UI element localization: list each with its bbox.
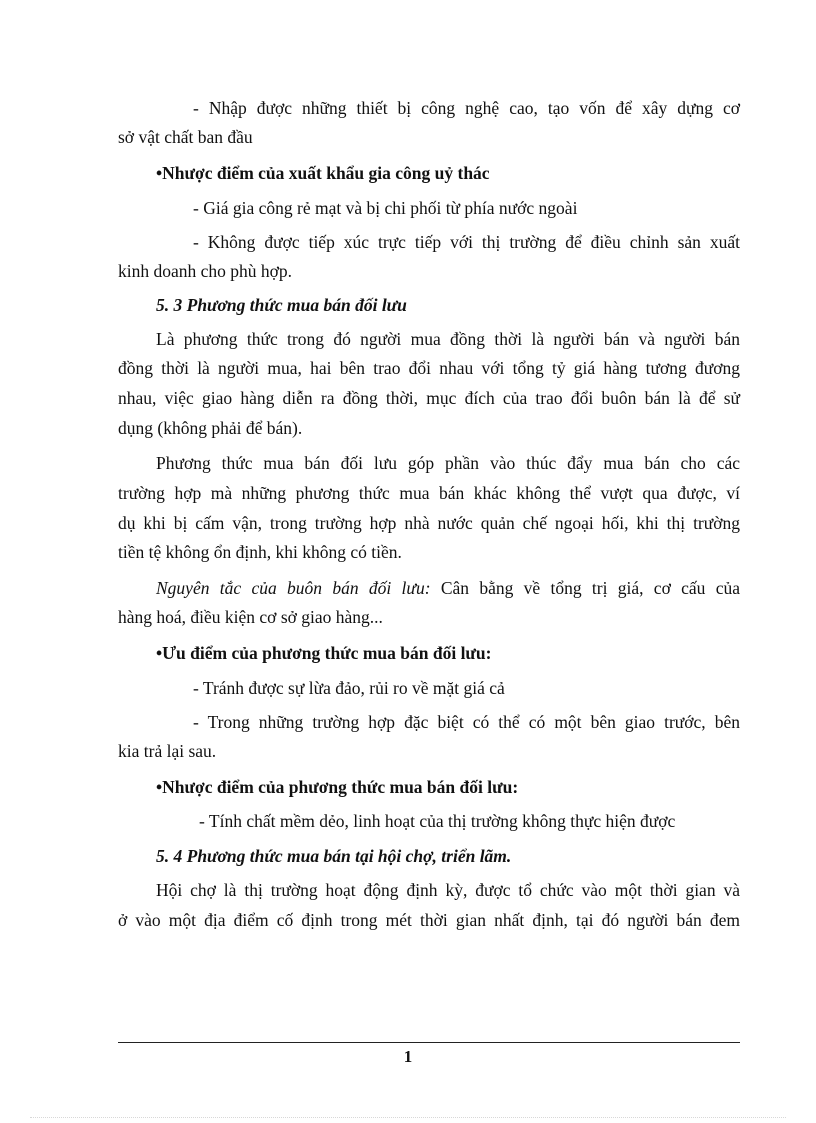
principle-line [156, 577, 740, 599]
paragraph-line: dụ khi bị cấm vận, trong trường hợp nhà nước quản chế ngoại hối, khi thị trường [118, 513, 740, 533]
bullet-dash-line: - Trong những trường hợp đặc biệt có thể có một bên giao trước, bên [193, 712, 740, 732]
paragraph-line: hàng hoá, điều kiện cơ sở giao hàng... [118, 607, 383, 627]
section-heading: •Nhược điểm của xuất khẩu gia công uỷ thác [156, 163, 490, 183]
paragraph-line: Là phương thức trong đó người mua đồng thời là người bán và người bán [156, 329, 740, 349]
paragraph-line: tiền tệ không ổn định, khi không có tiền. [118, 542, 402, 562]
paragraph-line: đồng thời là người mua, hai bên trao đổi nhau với tổng tỷ giá hàng tương đương [118, 358, 740, 378]
paragraph-line: trường hợp mà những phương thức mua bán khác không thể vượt qua được, ví [118, 483, 740, 503]
bullet-dash-line: - Giá gia công rẻ mạt và bị chi phối từ phía nước ngoài [193, 198, 578, 218]
paragraph-line: Phương thức mua bán đối lưu góp phần vào thúc đẩy mua bán cho các [156, 453, 740, 473]
bullet-dash-line: - Tránh được sự lừa đảo, rủi ro về mặt giá cả [193, 678, 505, 698]
principle-text: Cân bằng về tổng trị giá, cơ cấu của [430, 578, 741, 598]
paragraph-line: sở vật chất ban đầu [118, 127, 253, 147]
paragraph-line: Hội chợ là thị trường hoạt động định kỳ, được tổ chức vào một thời gian và [156, 880, 740, 900]
page-number: 1 [403, 1047, 413, 1066]
paragraph-line: ở vào một địa điểm cố định trong mét thời gian nhất định, tại đó người bán đem [118, 910, 740, 930]
page-edge-divider [30, 1117, 786, 1118]
paragraph-line: dụng (không phải để bán). [118, 418, 303, 438]
principle-label: Nguyên tắc của buôn bán đối lưu: [156, 578, 431, 598]
footer-rule [118, 1042, 740, 1043]
paragraph-line: kia trả lại sau. [118, 741, 217, 761]
paragraph-line: kinh doanh cho phù hợp. [118, 261, 293, 281]
section-title: 5. 4 Phương thức mua bán tại hội chợ, triển lãm. [156, 846, 512, 866]
bullet-dash-line: - Không được tiếp xúc trực tiếp với thị trường để điều chỉnh sản xuất [193, 232, 740, 252]
bullet-dash-line: - Tính chất mềm dẻo, linh hoạt của thị trường không thực hiện được [199, 811, 676, 831]
section-heading: •Ưu điểm của phương thức mua bán đối lưu: [156, 643, 492, 663]
section-heading: •Nhược điểm của phương thức mua bán đối lưu: [156, 777, 519, 797]
paragraph-line: nhau, việc giao hàng diễn ra đồng thời, mục đích của trao đổi buôn bán là để sử [118, 388, 740, 408]
section-title: 5. 3 Phương thức mua bán đối lưu [156, 295, 407, 315]
bullet-dash-line: - Nhập được những thiết bị công nghệ cao, tạo vốn để xây dựng cơ [193, 98, 740, 118]
